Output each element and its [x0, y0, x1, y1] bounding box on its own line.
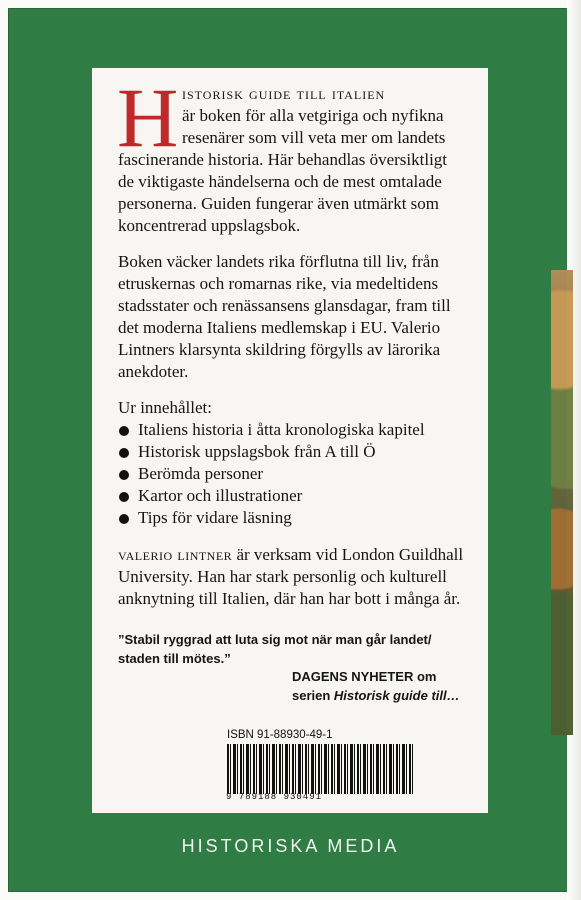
cover-painting-strip: [551, 270, 573, 735]
contents-item: Kartor och illustrationer: [118, 485, 468, 507]
barcode: [227, 744, 415, 794]
intro-line-2: är boken för alla vetgiriga och nyfikna: [182, 106, 444, 125]
intro-line-5: de viktigaste händelserna och de mest omtalade: [118, 172, 442, 191]
contents-item: Tips för vidare läsning: [118, 507, 468, 529]
contents-item: Berömda personer: [118, 463, 468, 485]
review-source-line-2: serien Historisk guide till…: [292, 688, 460, 703]
drop-cap: H: [117, 71, 179, 165]
intro-line-6: personerna. Guiden fungerar även utmärkt som: [118, 194, 439, 213]
intro-paragraph: [117, 71, 468, 237]
review-source: [292, 667, 472, 705]
contents-item: Historisk uppslagsbok från A till Ö: [118, 441, 468, 463]
isbn-label: ISBN 91-88930-49-1: [227, 729, 333, 741]
description: [117, 71, 468, 610]
review-source-line-1: DAGENS NYHETER om: [292, 669, 437, 684]
contents-heading: Ur innehållet:: [118, 398, 212, 417]
review-quote: ”Stabil ryggrad att luta sig mot när man går landet/ staden till mötes.”: [118, 632, 432, 666]
author-paragraph: [118, 544, 468, 610]
barcode-digits: 9 789188 930491: [226, 792, 323, 802]
author-bio: är verksam vid London Guildhall University. Han har stark personlig och kulturell anknytning till Italien, där han har bott i många år.: [118, 545, 464, 608]
contents-list: [118, 419, 468, 529]
publisher-name: HISTORISKA MEDIA: [181, 836, 400, 856]
contents-item: Italiens historia i åtta kronologiska kapitel: [118, 419, 468, 441]
author-name: valerio lintner: [118, 545, 233, 564]
intro-line-4: fascinerande historia. Här behandlas översiktligt: [118, 150, 448, 169]
book-title-lead: istorisk guide till italien: [182, 84, 386, 103]
intro-line-3: resenärer som vill veta mer om landets: [182, 128, 446, 147]
history-paragraph: Boken väcker landets rika förflutna till liv, från etruskernas och romarnas rike, via medeltidens stadsstater och renässansens glansdagar, fram till det moderna Italiens medlemskap i EU. Valerio Lintners klarsynta skildring förgylls av lärorika anekdoter.: [118, 252, 451, 381]
intro-line-7: koncentrerad uppslagsbok.: [118, 216, 301, 235]
